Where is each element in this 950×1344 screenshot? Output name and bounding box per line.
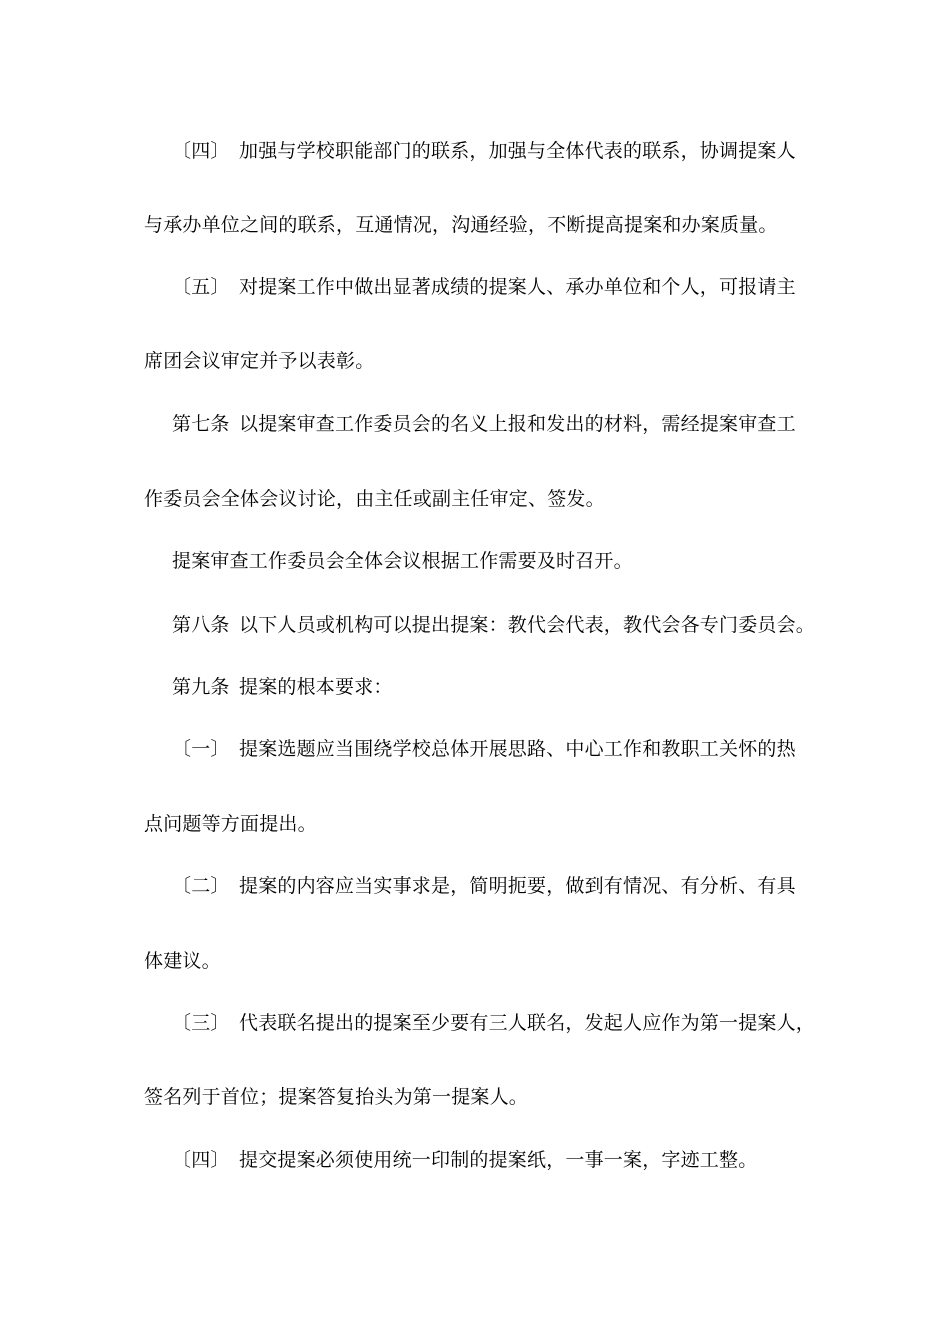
item-marker: 〔四〕 <box>172 1149 230 1171</box>
item-3-line-1 <box>172 1010 815 1036</box>
paragraph-text: 以下人员或机构可以提出提案：教代会代表，教代会各专门委员会。 <box>239 614 816 636</box>
paragraph-text: 提案的根本要求： <box>239 676 393 698</box>
paragraph-text: 代表联名提出的提案至少要有三人联名，发起人应作为第一提案人， <box>239 1012 816 1034</box>
paragraph-text: 提案的内容应当实事求是，简明扼要，做到有情况、有分析、有具 <box>239 875 796 897</box>
paragraph-text: 提案选题应当围绕学校总体开展思路、中心工作和教职工关怀的热 <box>239 738 796 760</box>
article-8-line <box>172 612 815 638</box>
item-marker: 〔四〕 <box>172 140 230 162</box>
article-9-line <box>172 674 393 700</box>
paragraph-5-line-2: 席团会议审定并予以表彰。 <box>144 350 375 372</box>
paragraph-text: 以提案审查工作委员会的名义上报和发出的材料，需经提案审查工 <box>239 413 796 435</box>
article-7-line-1 <box>172 411 796 437</box>
paragraph-5-line-1 <box>172 274 796 300</box>
paragraph-4-line-2: 与承办单位之间的联系，互通情况，沟通经验，不断提高提案和办案质量。 <box>144 214 778 236</box>
item-3-line-2: 签名列于首位；提案答复抬头为第一提案人。 <box>144 1086 529 1108</box>
committee-meeting-paragraph: 提案审查工作委员会全体会议根据工作需要及时召开。 <box>172 550 633 572</box>
article-marker: 第八条 <box>172 614 230 636</box>
item-marker: 〔三〕 <box>172 1012 230 1034</box>
item-marker: 〔五〕 <box>172 276 230 298</box>
item-2-line-2: 体建议。 <box>144 950 221 972</box>
item-marker: 〔一〕 <box>172 738 230 760</box>
paragraph-4-line-1 <box>172 138 796 164</box>
item-1-line-2: 点问题等方面提出。 <box>144 813 317 835</box>
item-4-line-1 <box>172 1147 757 1173</box>
article-marker: 第九条 <box>172 676 230 698</box>
item-1-line-1 <box>172 736 796 762</box>
item-2-line-1 <box>172 873 796 899</box>
article-marker: 第七条 <box>172 413 230 435</box>
item-marker: 〔二〕 <box>172 875 230 897</box>
paragraph-text: 对提案工作中做出显著成绩的提案人、承办单位和个人，可报请主 <box>239 276 796 298</box>
paragraph-text: 提交提案必须使用统一印制的提案纸，一事一案，字迹工整。 <box>239 1149 758 1171</box>
article-7-line-2: 作委员会全体会议讨论，由主任或副主任审定、签发。 <box>144 488 605 510</box>
paragraph-text: 加强与学校职能部门的联系，加强与全体代表的联系，协调提案人 <box>239 140 796 162</box>
